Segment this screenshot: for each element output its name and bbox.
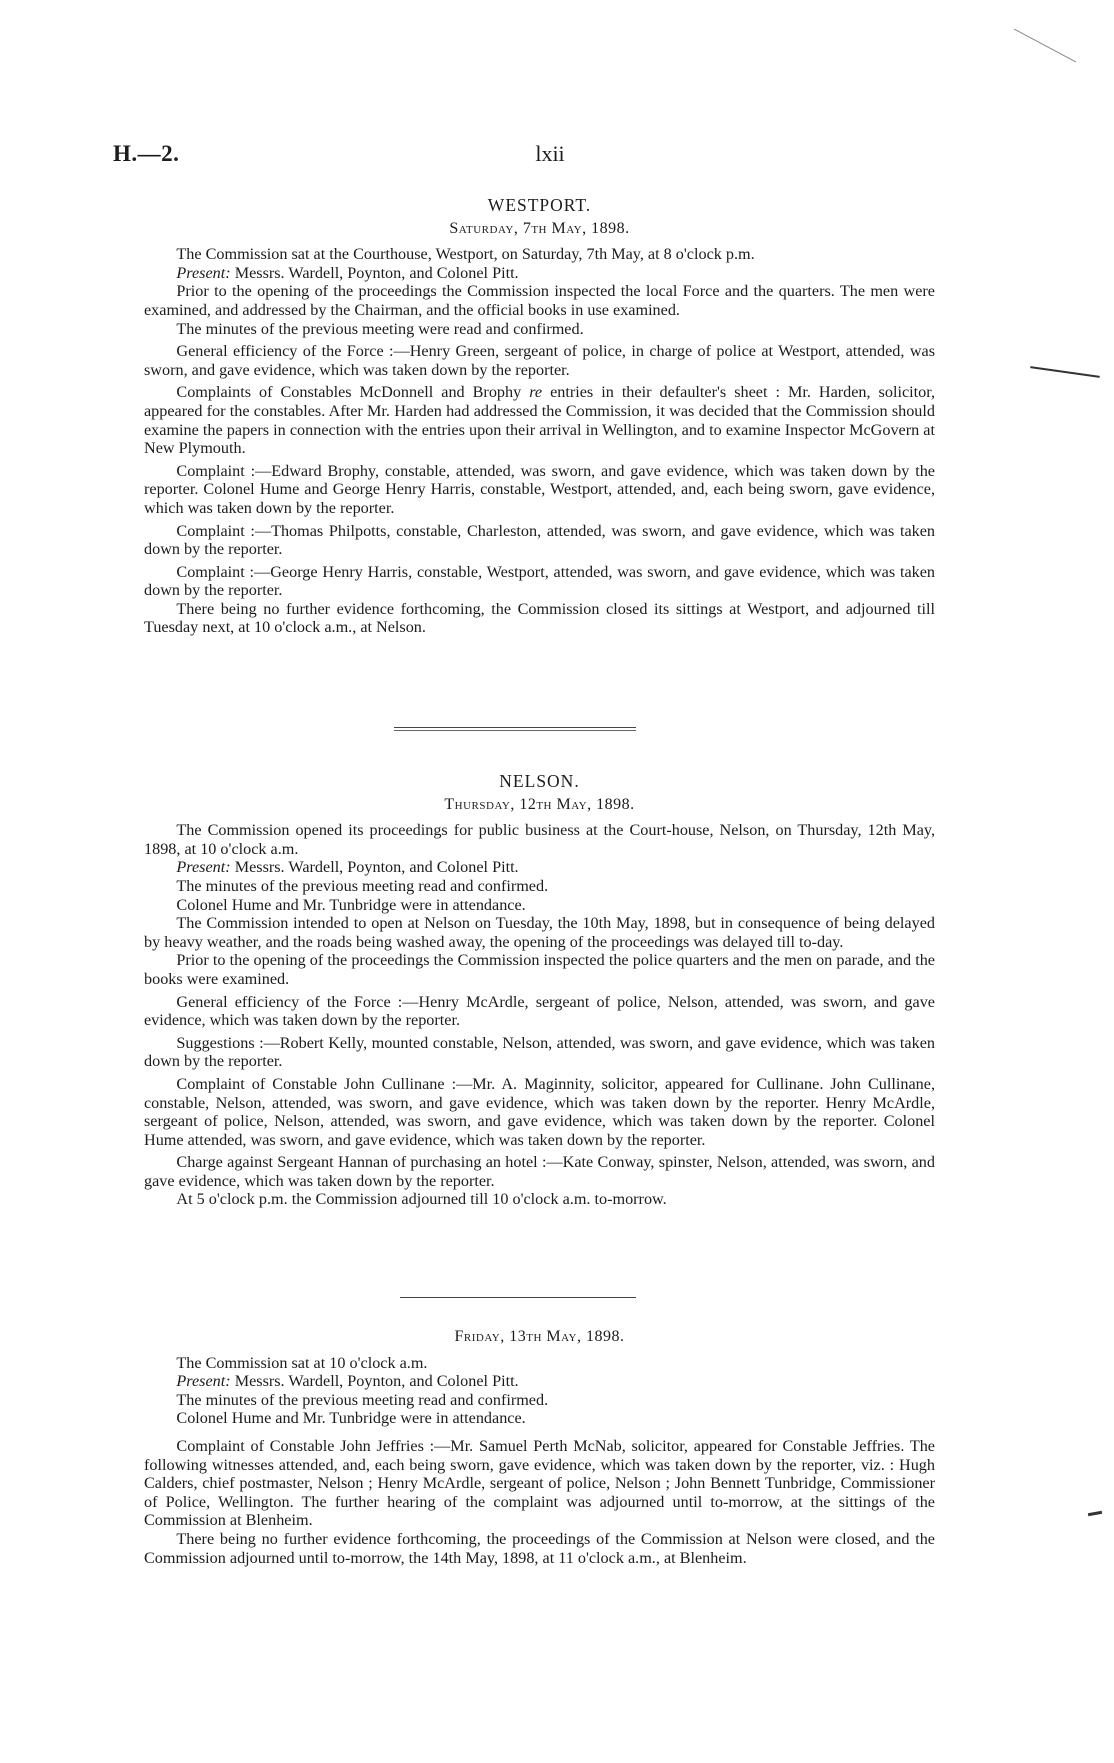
friday-section <box>144 1328 935 1567</box>
friday-paragraph: There being no further evidence forthcoming, the proceedings of the Commission at Nelson were closed, and the Commission adjourned until to-morrow, the 14th May, 1898, at 11 o'clock a.m., at Blenheim. <box>144 1529 935 1567</box>
friday-date: Friday, 13th May, 1898. <box>454 1328 625 1345</box>
nelson-section <box>144 772 935 1209</box>
westport-paragraph: There being no further evidence forthcoming, the Commission closed its sittings at Westport, and adjourned till Tuesday next, at 10 o'clock a.m., at Nelson. <box>144 599 935 637</box>
text-run: entries in their defaulter's sheet : Mr. Harden, solicitor, appeared for the constables. After Mr. Harden had addressed the Commission, it was decided that the Commission should examine the papers in connection with the entries upon their arrival in Wellington, and to examine Inspector McGovern at New Plymouth. <box>144 383 936 458</box>
westport-paragraph: Prior to the opening of the proceedings the Commission inspected the local Force and the quarters. The men were examined, and addressed by the Chairman, and the official books in use examined. <box>144 282 935 319</box>
friday-paragraph: Complaint of Constable John Jeffries :—Mr. Samuel Perth McNab, solicitor, appeared for Constable Jeffries. The following witnesses attended, and, each being sworn, gave evidence, which was taken down by the reporter, viz. : Hugh Calders, chief postmaster, Nelson ; Henry McArdle, sergeant of police, Nelson ; John Bennett Tunbridge, Commissioner of Police, Wellington. The further hearing of the complaint was adjourned until to-morrow, at the sittings of the Commission at Blenheim. <box>144 1436 935 1530</box>
nelson-paragraph: At 5 o'clock p.m. the Commission adjourned till 10 o'clock a.m. to-morrow. <box>176 1190 667 1209</box>
westport-paragraph: General efficiency of the Force :—Henry Green, sergeant of police, in charge of police at Westport, attended, was sworn, and gave evidence, which was taken down by the reporter. <box>144 342 935 379</box>
present-label: Present: <box>176 858 231 877</box>
westport-paragraph: Complaint :—Thomas Philpotts, constable, Charleston, attended, was sworn, and gave evidence, which was taken down by the reporter. <box>144 521 935 559</box>
westport-paragraph: The Commission sat at the Courthouse, Westport, on Saturday, 7th May, at 8 o'clock p.m. <box>176 245 755 264</box>
present-label: Present: <box>176 1372 231 1391</box>
friday-paragraph: The minutes of the previous meeting read and confirmed. <box>176 1390 549 1409</box>
nelson-paragraph: Colonel Hume and Mr. Tunbridge were in attendance. <box>176 895 526 914</box>
westport-date: Saturday, 7th May, 1898. <box>449 219 630 237</box>
present-text: Messrs. Wardell, Poynton, and Colonel Pitt. <box>230 858 519 877</box>
nelson-date: Thursday, 12th May, 1898. <box>444 795 635 813</box>
nelson-paragraph: Prior to the opening of the proceedings the Commission inspected the police quarters and the men on parade, and the books were examined. <box>144 951 935 988</box>
friday-present <box>144 1372 935 1391</box>
nelson-paragraph: The minutes of the previous meeting read and confirmed. <box>176 876 549 895</box>
nelson-paragraph: Complaint of Constable John Cullinane :—Mr. A. Maginnity, solicitor, appeared for Cullinane. John Cullinane, constable, Nelson, attended, was sworn, and gave evidence, which was taken down by the reporter. Henry McArdle, sergeant of police, Nelson, attended, was sworn, and gave evidence, which was taken down by the reporter. Colonel Hume attended, was sworn, and gave evidence, which was taken down by the reporter. <box>144 1074 935 1149</box>
section-divider <box>400 1297 636 1298</box>
present-label: Present: <box>176 263 231 282</box>
text-run: Complaints of Constables McDonnell and Brophy <box>176 383 530 402</box>
nelson-title: NELSON. <box>499 771 580 791</box>
margin-mark <box>1030 366 1100 378</box>
text-run-italic: re <box>529 383 543 402</box>
westport-paragraph: Complaint :—Edward Brophy, constable, attended, was sworn, and gave evidence, which was taken down by the reporter. Colonel Hume and George Henry Harris, constable, Westport, attended, and, each being sworn, gave evidence, which was taken down by the reporter. <box>144 461 935 517</box>
nelson-paragraph: General efficiency of the Force :—Henry McArdle, sergeant of police, Nelson, attended, was sworn, and gave evidence, which was taken down by the reporter. <box>144 992 935 1030</box>
paper-reference: H.—2. <box>113 141 180 166</box>
nelson-paragraph: Charge against Sergeant Hannan of purchasing an hotel :—Kate Conway, spinster, Nelson, attended, was sworn, and gave evidence, which was taken down by the reporter. <box>144 1153 935 1190</box>
westport-paragraph: The minutes of the previous meeting were read and confirmed. <box>176 319 584 338</box>
margin-mark <box>1088 1511 1102 1516</box>
present-text: Messrs. Wardell, Poynton, and Colonel Pitt. <box>230 263 519 282</box>
westport-title: WESTPORT. <box>487 195 592 215</box>
margin-mark <box>1014 29 1076 63</box>
westport-paragraph <box>144 383 935 457</box>
friday-paragraph: Colonel Hume and Mr. Tunbridge were in attendance. <box>176 1409 526 1428</box>
friday-paragraph: The Commission sat at 10 o'clock a.m. <box>176 1353 428 1372</box>
present-text: Messrs. Wardell, Poynton, and Colonel Pitt. <box>230 1372 519 1391</box>
section-divider <box>394 727 636 731</box>
westport-paragraph: Complaint :—George Henry Harris, constable, Westport, attended, was sworn, and gave evidence, which was taken down by the reporter. <box>144 562 935 600</box>
westport-present <box>144 264 935 283</box>
nelson-paragraph: The Commission opened its proceedings for public business at the Court-house, Nelson, on Thursday, 12th May, 1898, at 10 o'clock a.m. <box>144 821 935 858</box>
nelson-paragraph: The Commission intended to open at Nelson on Tuesday, the 10th May, 1898, but in consequence of being delayed by heavy weather, and the roads being washed away, the opening of the proceedings was delayed till to-day. <box>144 914 935 951</box>
nelson-present <box>144 858 935 877</box>
westport-section <box>144 196 935 637</box>
nelson-paragraph: Suggestions :—Robert Kelly, mounted constable, Nelson, attended, was sworn, and gave evidence, which was taken down by the reporter. <box>144 1033 935 1071</box>
page-number: lxii <box>535 141 565 166</box>
